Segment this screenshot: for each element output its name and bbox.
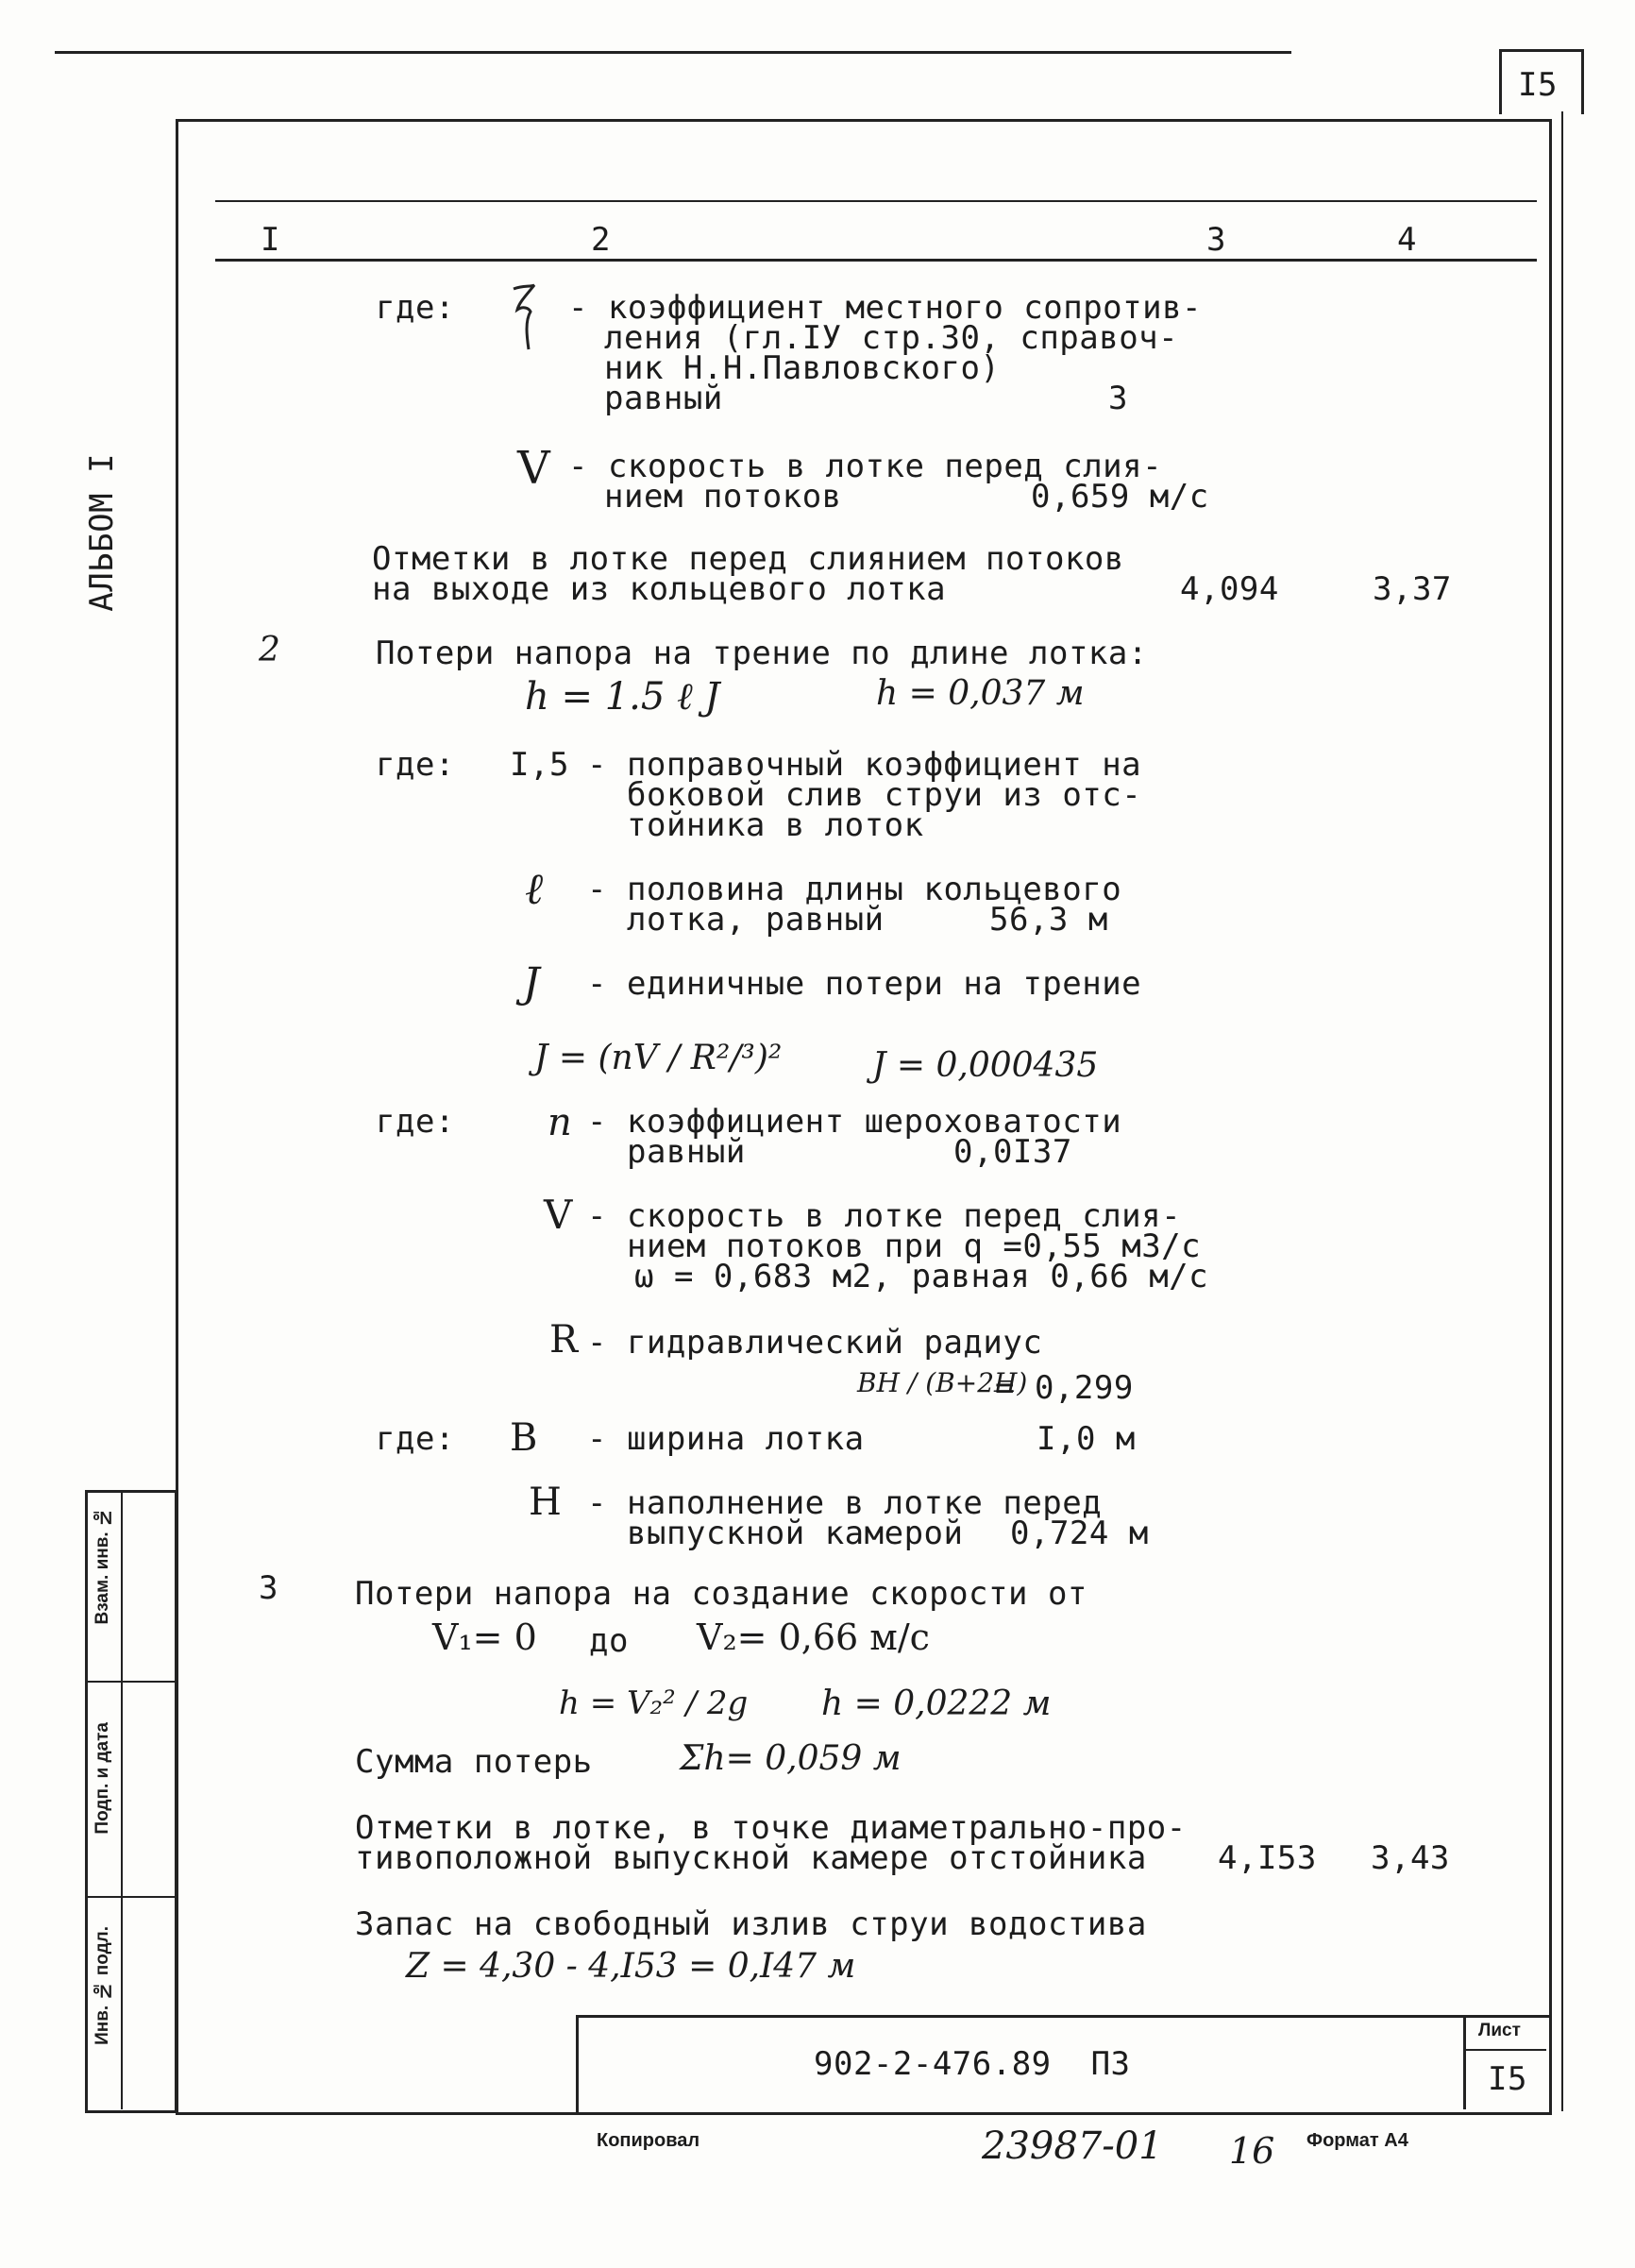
marks-text-2: на выходе из кольцевого лотка: [372, 570, 947, 608]
b-symbol: B: [510, 1416, 538, 1460]
side-label-vzam-inv: Взам. инв. №: [93, 1507, 112, 1625]
col-header-4: 4: [1397, 221, 1417, 259]
r-value: = 0,299: [995, 1369, 1134, 1407]
zeta-desc-4: равный: [604, 380, 723, 417]
j-value: J = 0,000435: [872, 1046, 1099, 1085]
v2-desc-3: ω = 0,683 м2, равная 0,66 м/с: [634, 1258, 1209, 1295]
marks-text-4: тивоположной выпускной камере отстойника: [355, 1839, 1147, 1877]
l-value: 56,3 м: [989, 901, 1108, 939]
side-strip-sep-1: [85, 1681, 175, 1683]
side-label-inv-podl: Инв. № подл.: [93, 1926, 112, 2045]
where-label-2: где:: [376, 746, 455, 784]
frame-right-outer: [1561, 111, 1563, 2111]
item3-v1: V₁= 0: [432, 1616, 537, 1658]
marks-col4-2: 3,43: [1371, 1839, 1450, 1877]
l-desc-2: лотка, равный: [627, 901, 885, 939]
item3-title: Потери напора на создание скорости от: [355, 1575, 1087, 1613]
h-symbol: H: [529, 1481, 562, 1524]
zeta-value: 3: [1108, 380, 1128, 417]
zeta-desc-2: ления (гл.IУ стр.30, справоч-: [604, 319, 1179, 357]
c15-symbol: I,5: [510, 746, 569, 784]
item2-formula: h = 1.5 ℓ J: [525, 675, 720, 719]
marks-text-3: Отметки в лотке, в точке диаметрально-про-: [355, 1809, 1187, 1847]
item3-number: 3: [259, 1569, 278, 1607]
header-top-rule: [215, 200, 1537, 202]
j-desc: - единичные потери на трение: [587, 965, 1142, 1003]
item2-result: h = 0,037 м: [876, 674, 1085, 713]
sheet-label: Лист: [1478, 2021, 1521, 2040]
item3-formula: h = V₂² / 2g: [559, 1684, 749, 1722]
top-rule: [55, 51, 1291, 54]
col-header-1: I: [261, 221, 280, 259]
footer-copied: Копировал: [597, 2130, 700, 2151]
where-label-1: где:: [376, 289, 455, 327]
v-desc-2: нием потоков: [604, 478, 842, 516]
marks-col3-2: 4,I53: [1218, 1839, 1317, 1877]
v2-desc-2: нием потоков при q =0,55 м3/с: [627, 1227, 1202, 1265]
sum-value: Σh= 0,059 м: [680, 1739, 902, 1778]
c15-desc-3: тойника в лоток: [627, 806, 924, 844]
item2-title: Потери напора на трение по длине лотка:: [376, 635, 1148, 672]
item3-v2: V₂= 0,66 м/с: [697, 1616, 930, 1658]
h-desc-1: - наполнение в лотке перед: [587, 1484, 1103, 1522]
marks-col3-1: 4,094: [1180, 570, 1279, 608]
item3-result: h = 0,0222 м: [821, 1684, 1052, 1723]
n-desc-2: равный: [627, 1133, 746, 1171]
side-label-podp-data: Подп. и дата: [93, 1722, 112, 1835]
v2-symbol: V: [544, 1192, 573, 1238]
n-symbol: n: [548, 1101, 572, 1144]
marks-col4-1: 3,37: [1373, 570, 1452, 608]
footer-handwritten-number: 23987-01: [982, 2124, 1163, 2168]
item2-number: 2: [259, 631, 280, 669]
sum-label: Сумма потерь: [355, 1743, 593, 1781]
where-label-4: где:: [376, 1420, 455, 1458]
sheet-number: I5: [1488, 2060, 1527, 2098]
title-block-divider: [1463, 2015, 1466, 2109]
side-strip-divider: [121, 1490, 123, 2109]
header-bottom-rule: [215, 259, 1537, 262]
b-desc: - ширина лотка: [587, 1420, 865, 1458]
footer-handwritten-16: 16: [1229, 2130, 1275, 2172]
marks-text-1: Отметки в лотке перед слиянием потоков: [372, 540, 1124, 578]
v2-desc-1: - скорость в лотке перед слия-: [587, 1197, 1182, 1235]
col-header-3: 3: [1206, 221, 1226, 259]
n-desc-1: - коэффициент шероховатости: [587, 1103, 1122, 1141]
r-desc: - гидравлический радиус: [587, 1324, 1043, 1362]
side-strip-sep-2: [85, 1896, 175, 1898]
zeta-symbol-icon: [510, 283, 542, 351]
item3-to: до: [589, 1622, 629, 1660]
j-formula: J = (nV / R²/³)²: [534, 1039, 783, 1077]
where-label-3: где:: [376, 1103, 455, 1141]
r-symbol: R: [549, 1318, 579, 1362]
v-symbol: V: [517, 442, 550, 495]
col-header-2: 2: [591, 221, 611, 259]
stamp-code: 902-2-476.89 ПЗ: [814, 2045, 1131, 2083]
album-label: АЛЬБОМ I: [83, 453, 121, 612]
footer-format: Формат А4: [1306, 2130, 1408, 2151]
n-value: 0,0I37: [953, 1133, 1072, 1171]
v-desc-1: - скорость в лотке перед слия-: [568, 448, 1163, 485]
j-symbol: J: [523, 959, 540, 1007]
page-number: I5: [1518, 66, 1558, 104]
c15-desc-1: - поправочный коэффициент на: [587, 746, 1142, 784]
h-desc-2: выпускной камерой: [627, 1515, 964, 1552]
zeta-desc-3: ник Н.Н.Павловского): [604, 349, 1001, 387]
reserve-formula: Z = 4,30 - 4,I53 = 0,I47 м: [406, 1947, 856, 1986]
h-value: 0,724 м: [1010, 1515, 1149, 1552]
l-symbol: ℓ: [525, 863, 544, 914]
reserve-text: Запас на свободный излив струи водостива: [355, 1905, 1147, 1943]
b-value: I,0 м: [1037, 1420, 1136, 1458]
r-formula: BH / (B+2H): [857, 1367, 1028, 1398]
zeta-desc-1: - коэффициент местного сопротив-: [568, 289, 1203, 327]
sheet-label-rule: [1463, 2049, 1546, 2051]
v-value: 0,659 м/с: [1031, 478, 1209, 516]
l-desc-1: - половина длины кольцевого: [587, 871, 1122, 908]
c15-desc-2: боковой слив струи из отс-: [627, 776, 1142, 814]
